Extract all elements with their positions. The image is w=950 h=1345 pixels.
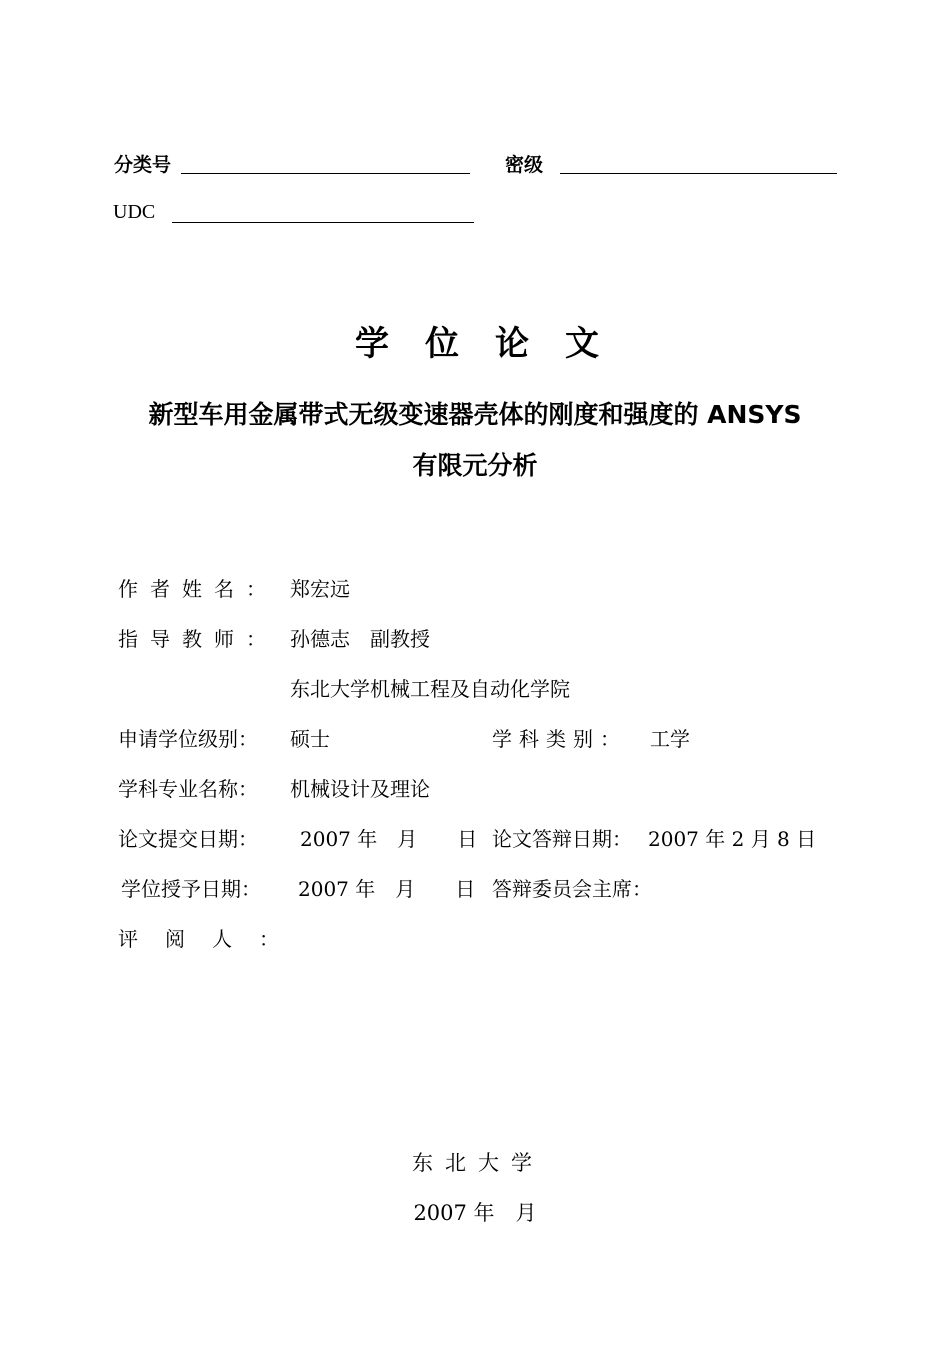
thesis-title-line1: 新型车用金属带式无级变速器壳体的刚度和强度的 ANSYS — [148, 400, 802, 429]
udc-underline — [172, 222, 474, 223]
category-label: 分类号 — [114, 154, 172, 176]
committee-chair-label: 答辩委员会主席： — [492, 877, 652, 901]
major-value: 机械设计及理论 — [290, 777, 430, 801]
secret-label: 密级 — [505, 154, 544, 176]
secret-underline — [560, 173, 837, 174]
discipline-category-value: 工学 — [650, 727, 690, 751]
degree-level-value: 硕士 — [290, 727, 330, 751]
defense-date-value: 2007 年 2 月 8 日 — [648, 827, 817, 851]
thesis-title-line2: 有限元分析 — [412, 451, 538, 480]
university-name: 东北大学 — [412, 1151, 544, 1175]
reviewer-label: 评阅人： — [118, 927, 306, 951]
udc-label: UDC — [113, 201, 156, 223]
footer-date: 2007 年 月 — [413, 1201, 537, 1225]
conferral-date-value: 2007 年 月 日 — [298, 877, 476, 901]
defense-date-label: 论文答辩日期： — [492, 827, 632, 851]
category-underline — [181, 173, 470, 174]
degree-level-label: 申请学位级别： — [118, 727, 258, 751]
main-title: 学位论文 — [355, 324, 635, 364]
advisor-label: 指导教师： — [118, 627, 278, 651]
discipline-category-label: 学科类别： — [492, 727, 627, 751]
submit-date-label: 论文提交日期： — [118, 827, 258, 851]
advisor-affiliation: 东北大学机械工程及自动化学院 — [290, 677, 570, 701]
conferral-date-label: 学位授予日期： — [121, 877, 261, 901]
author-value: 郑宏远 — [290, 577, 350, 601]
advisor-value: 孙德志 副教授 — [290, 627, 430, 651]
submit-date-value: 2007 年 月 日 — [300, 827, 478, 851]
major-label: 学科专业名称： — [118, 777, 258, 801]
author-label: 作者姓名： — [118, 577, 278, 601]
